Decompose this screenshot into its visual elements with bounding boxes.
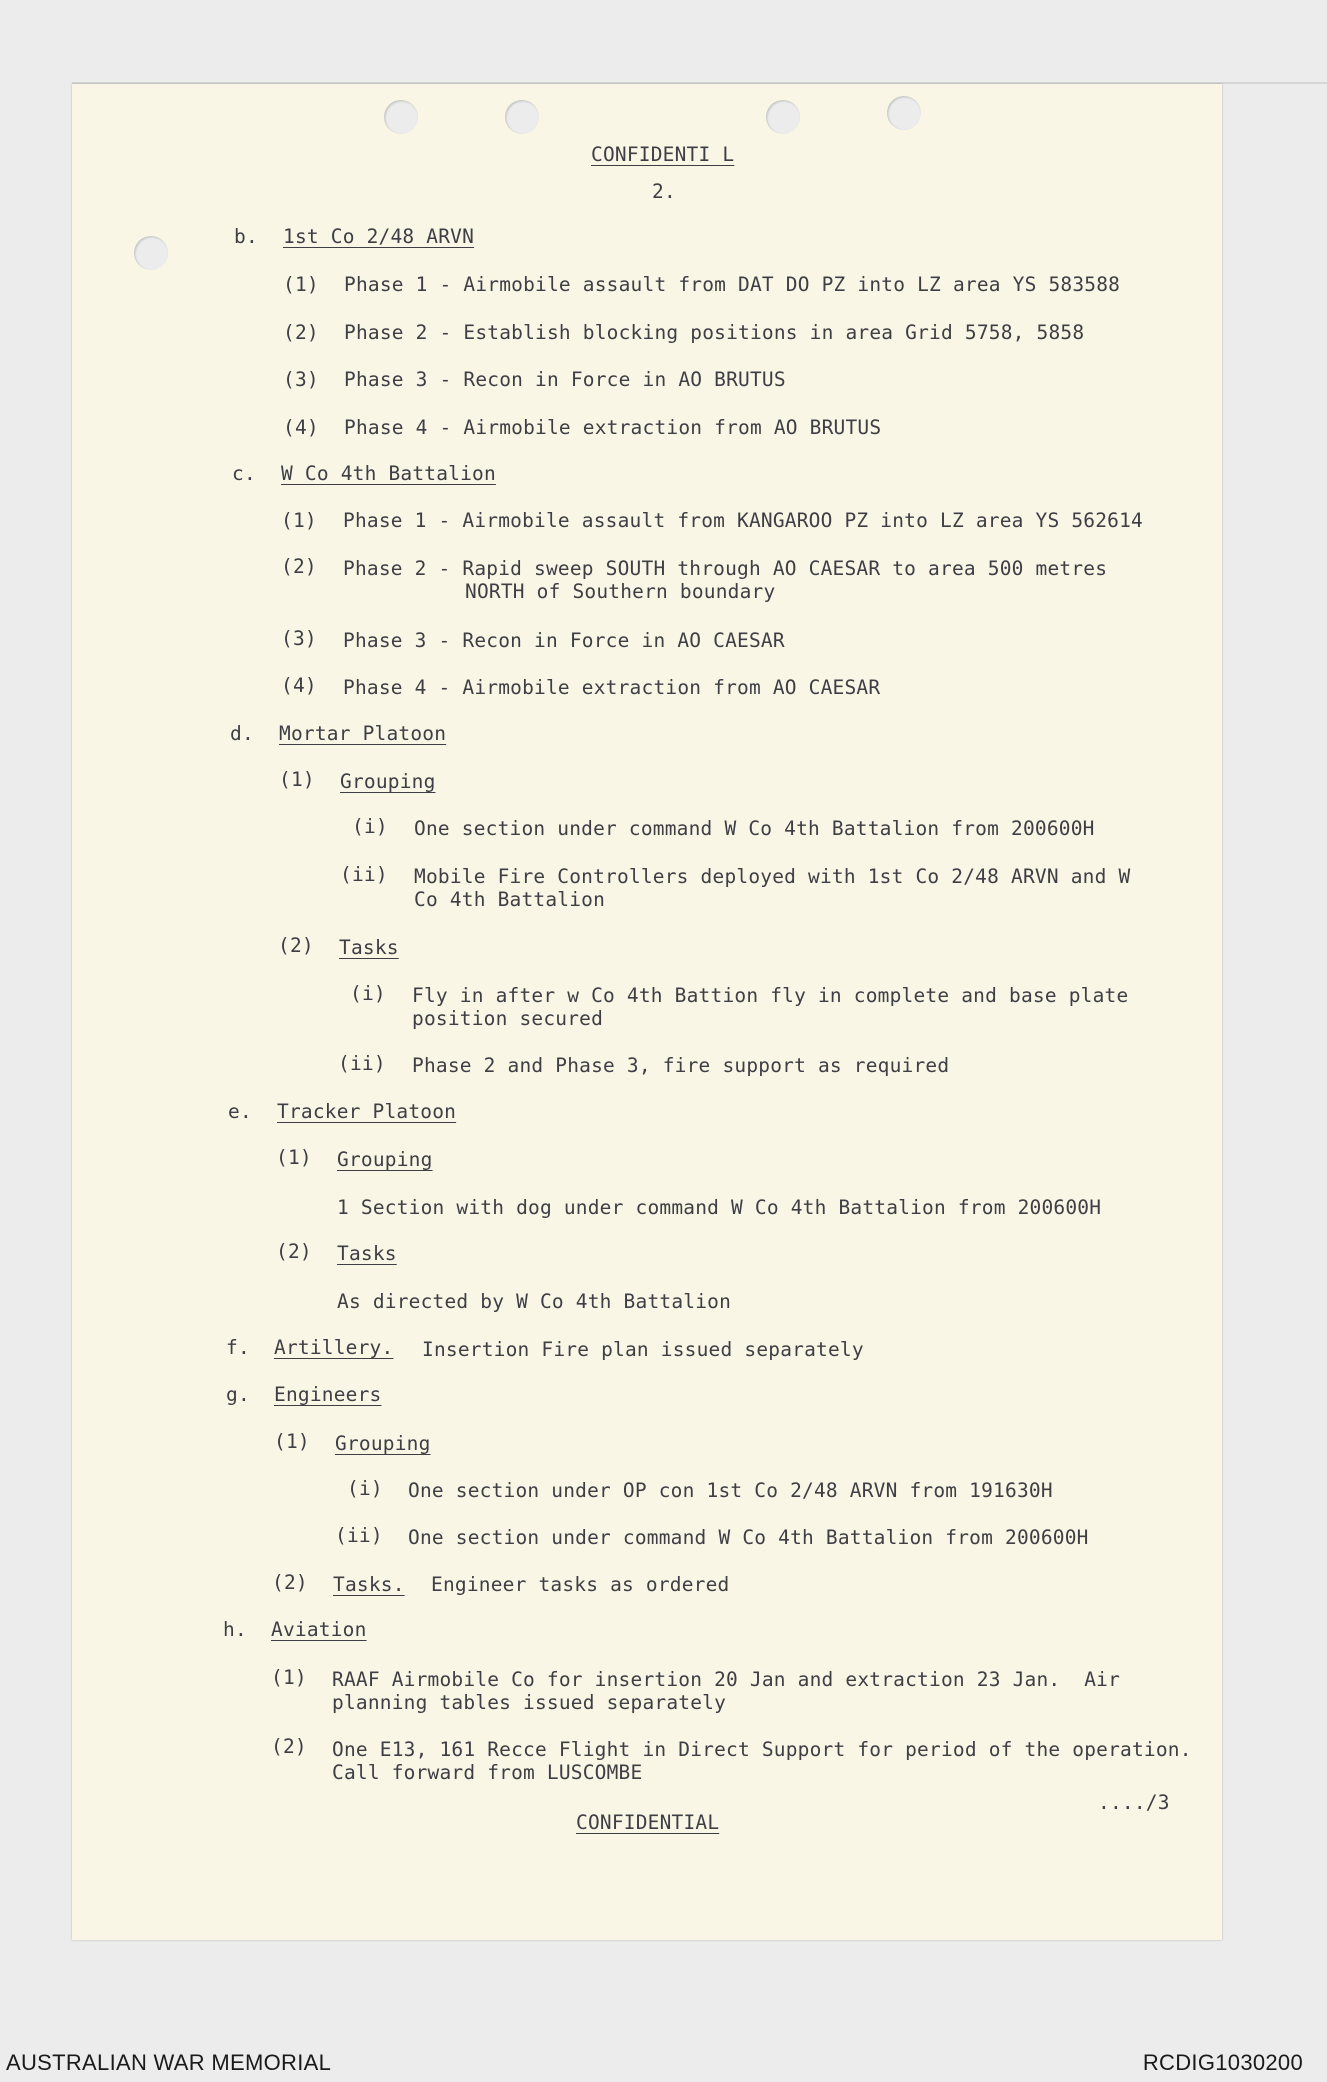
punch-hole	[134, 236, 168, 270]
c-phase-1-num: (1)	[281, 509, 317, 532]
page-continuation: ..../3	[1098, 1791, 1170, 1814]
item-g-title: Engineers	[274, 1383, 382, 1406]
d-grouping-num: (1)	[279, 768, 315, 791]
c-phase-1-text: Phase 1 - Airmobile assault from KANGAROO PZ into LZ area YS 562614	[343, 509, 1143, 532]
b-phase-4-num: (4)	[283, 416, 319, 439]
item-c-letter: c.	[232, 462, 256, 485]
item-b-title: 1st Co 2/48 ARVN	[283, 225, 475, 248]
e-grouping-label: Grouping	[337, 1148, 433, 1171]
item-d-letter: d.	[230, 722, 254, 745]
d-tasks-i-num: (i)	[350, 982, 386, 1005]
d-grouping-ii-num: (ii)	[340, 863, 388, 886]
h-item-2-num: (2)	[271, 1735, 307, 1758]
classification-footer: CONFIDENTIAL	[576, 1811, 720, 1834]
d-tasks-ii-text: Phase 2 and Phase 3, fire support as required	[412, 1054, 950, 1077]
b-phase-2-text: Phase 2 - Establish blocking positions in area Grid 5758, 5858	[344, 321, 1085, 344]
g-grouping-i-text: One section under OP con 1st Co 2/48 ARVN from 191630H	[408, 1479, 1053, 1502]
g-tasks-num: (2)	[272, 1571, 308, 1594]
g-grouping-i-num: (i)	[347, 1477, 383, 1500]
classification-header: CONFIDENTI L	[591, 143, 735, 166]
g-grouping-label: Grouping	[335, 1432, 431, 1455]
c-phase-2-cont: NORTH of Southern boundary	[465, 580, 776, 603]
item-f-title: Artillery.	[274, 1336, 394, 1359]
archive-reference: RCDIG1030200	[1142, 2050, 1303, 2075]
e-grouping-text: 1 Section with dog under command W Co 4th Battalion from 200600H	[337, 1196, 1102, 1219]
d-tasks-i-text: Fly in after w Co 4th Battion fly in complete and base plate	[412, 984, 1129, 1007]
b-phase-3-text: Phase 3 - Recon in Force in AO BRUTUS	[344, 368, 786, 391]
punch-hole	[887, 96, 921, 130]
e-tasks-text: As directed by W Co 4th Battalion	[337, 1290, 732, 1313]
c-phase-2-text: Phase 2 - Rapid sweep SOUTH through AO CAESAR to area 500 metres	[343, 557, 1108, 580]
item-h-title: Aviation	[271, 1618, 367, 1641]
d-tasks-num: (2)	[278, 934, 314, 957]
g-tasks-label: Tasks.	[333, 1573, 405, 1596]
d-grouping-i-text: One section under command W Co 4th Battalion from 200600H	[414, 817, 1095, 840]
c-phase-2-num: (2)	[281, 555, 317, 578]
d-grouping-ii-text: Mobile Fire Controllers deployed with 1st Co 2/48 ARVN and W	[414, 865, 1131, 888]
h-item-1-text: RAAF Airmobile Co for insertion 20 Jan and extraction 23 Jan. Air	[332, 1668, 1121, 1691]
g-grouping-ii-num: (ii)	[335, 1524, 383, 1547]
d-grouping-i-num: (i)	[352, 815, 388, 838]
d-tasks-i-cont: position secured	[412, 1007, 604, 1030]
document-page	[72, 84, 1222, 1940]
d-tasks-label: Tasks	[339, 936, 399, 959]
page-number: 2.	[652, 180, 676, 203]
g-grouping-ii-text: One section under command W Co 4th Battalion from 200600H	[408, 1526, 1089, 1549]
punch-hole	[384, 100, 418, 134]
g-grouping-num: (1)	[274, 1430, 310, 1453]
punch-hole	[766, 100, 800, 134]
item-f-letter: f.	[226, 1336, 250, 1359]
b-phase-1-num: (1)	[283, 273, 319, 296]
item-e-letter: e.	[228, 1100, 252, 1123]
item-h-letter: h.	[223, 1618, 247, 1641]
item-c-title: W Co 4th Battalion	[281, 462, 496, 485]
item-f-text: Insertion Fire plan issued separately	[422, 1338, 864, 1361]
h-item-1-num: (1)	[271, 1666, 307, 1689]
d-grouping-label: Grouping	[340, 770, 436, 793]
c-phase-4-num: (4)	[281, 674, 317, 697]
c-phase-3-text: Phase 3 - Recon in Force in AO CAESAR	[343, 629, 785, 652]
e-tasks-num: (2)	[276, 1240, 312, 1263]
punch-hole	[505, 100, 539, 134]
b-phase-4-text: Phase 4 - Airmobile extraction from AO BRUTUS	[344, 416, 882, 439]
item-g-letter: g.	[226, 1383, 250, 1406]
b-phase-1-text: Phase 1 - Airmobile assault from DAT DO PZ into LZ area YS 583588	[344, 273, 1121, 296]
c-phase-3-num: (3)	[281, 627, 317, 650]
g-tasks-text: Engineer tasks as ordered	[431, 1573, 730, 1596]
h-item-2-text: One E13, 161 Recce Flight in Direct Support for period of the operation.	[332, 1738, 1192, 1761]
d-grouping-ii-cont: Co 4th Battalion	[414, 888, 606, 911]
b-phase-3-num: (3)	[283, 368, 319, 391]
c-phase-4-text: Phase 4 - Airmobile extraction from AO CAESAR	[343, 676, 881, 699]
item-b-letter: b.	[234, 225, 258, 248]
e-tasks-label: Tasks	[337, 1242, 397, 1265]
item-e-title: Tracker Platoon	[277, 1100, 457, 1123]
item-d-title: Mortar Platoon	[279, 722, 447, 745]
e-grouping-num: (1)	[276, 1146, 312, 1169]
d-tasks-ii-num: (ii)	[338, 1052, 386, 1075]
b-phase-2-num: (2)	[283, 321, 319, 344]
archive-institution: AUSTRALIAN WAR MEMORIAL	[6, 2050, 332, 2075]
h-item-2-cont: Call forward from LUSCOMBE	[332, 1761, 643, 1784]
h-item-1-cont: planning tables issued separately	[332, 1691, 727, 1714]
